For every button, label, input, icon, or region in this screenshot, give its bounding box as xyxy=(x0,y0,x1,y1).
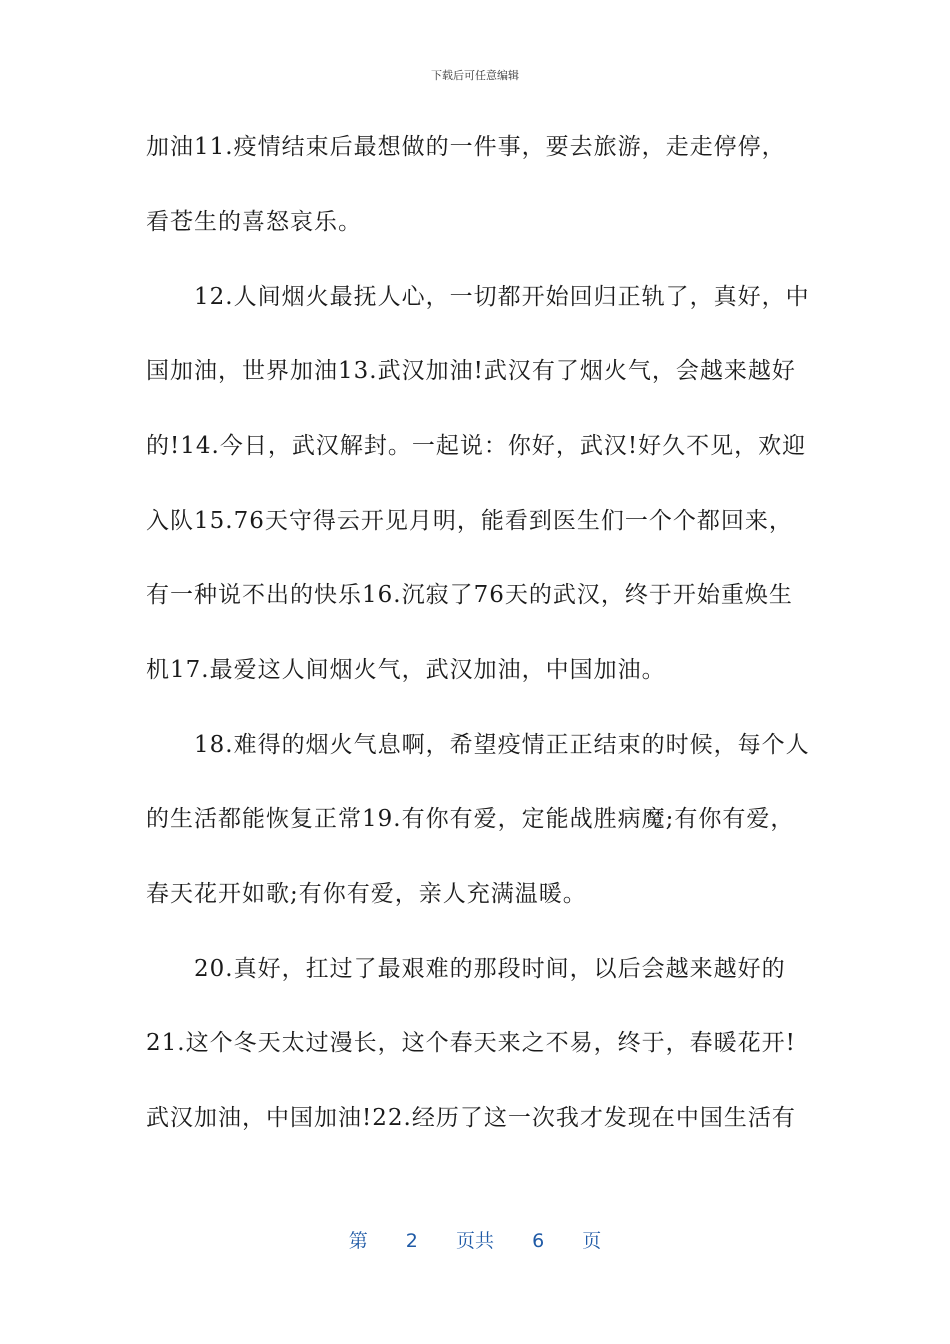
text-line: 加油11.疫情结束后最想做的一件事，要去旅游，走走停停， xyxy=(146,134,786,160)
text-line: 的生活都能恢复正常19.有你有爱，定能战胜病魔;有你有爱， xyxy=(146,806,795,832)
footer-middle: 页共 xyxy=(455,1230,494,1252)
text-line: 武汉加油，中国加油!22.经历了这一次我才发现在中国生活有 xyxy=(146,1105,796,1131)
header-note: 下载后可任意编辑 xyxy=(431,69,519,82)
text-line: 看苍生的喜怒哀乐。 xyxy=(146,209,362,235)
total-pages-number: 6 xyxy=(532,1230,545,1252)
text-line: 有一种说不出的快乐16.沉寂了76天的武汉，终于开始重焕生 xyxy=(146,582,793,608)
text-line: 国加油，世界加油13.武汉加油!武汉有了烟火气，会越来越好 xyxy=(146,358,796,384)
text-line: 入队15.76天守得云开见月明，能看到医生们一个个都回来， xyxy=(146,508,793,534)
footer-suffix: 页 xyxy=(582,1230,602,1252)
text-line: 18.难得的烟火气息啊，希望疫情正正结束的时候，每个人 xyxy=(146,732,810,758)
text-line: 春天花开如歌;有你有爱，亲人充满温暖。 xyxy=(146,881,587,907)
current-page-number: 2 xyxy=(405,1230,418,1252)
page-footer xyxy=(0,1226,950,1253)
text-line: 机17.最爱这人间烟火气，武汉加油，中国加油。 xyxy=(146,657,666,683)
footer-prefix: 第 xyxy=(348,1230,368,1252)
text-line: 的!14.今日，武汉解封。一起说：你好，武汉!好久不见，欢迎 xyxy=(146,433,807,459)
text-line: 21.这个冬天太过漫长，这个春天来之不易，终于，春暖花开! xyxy=(146,1030,796,1056)
text-line: 20.真好，扛过了最艰难的那段时间，以后会越来越好的 xyxy=(146,956,786,982)
text-line: 12.人间烟火最抚人心，一切都开始回归正轨了，真好，中 xyxy=(146,284,810,310)
